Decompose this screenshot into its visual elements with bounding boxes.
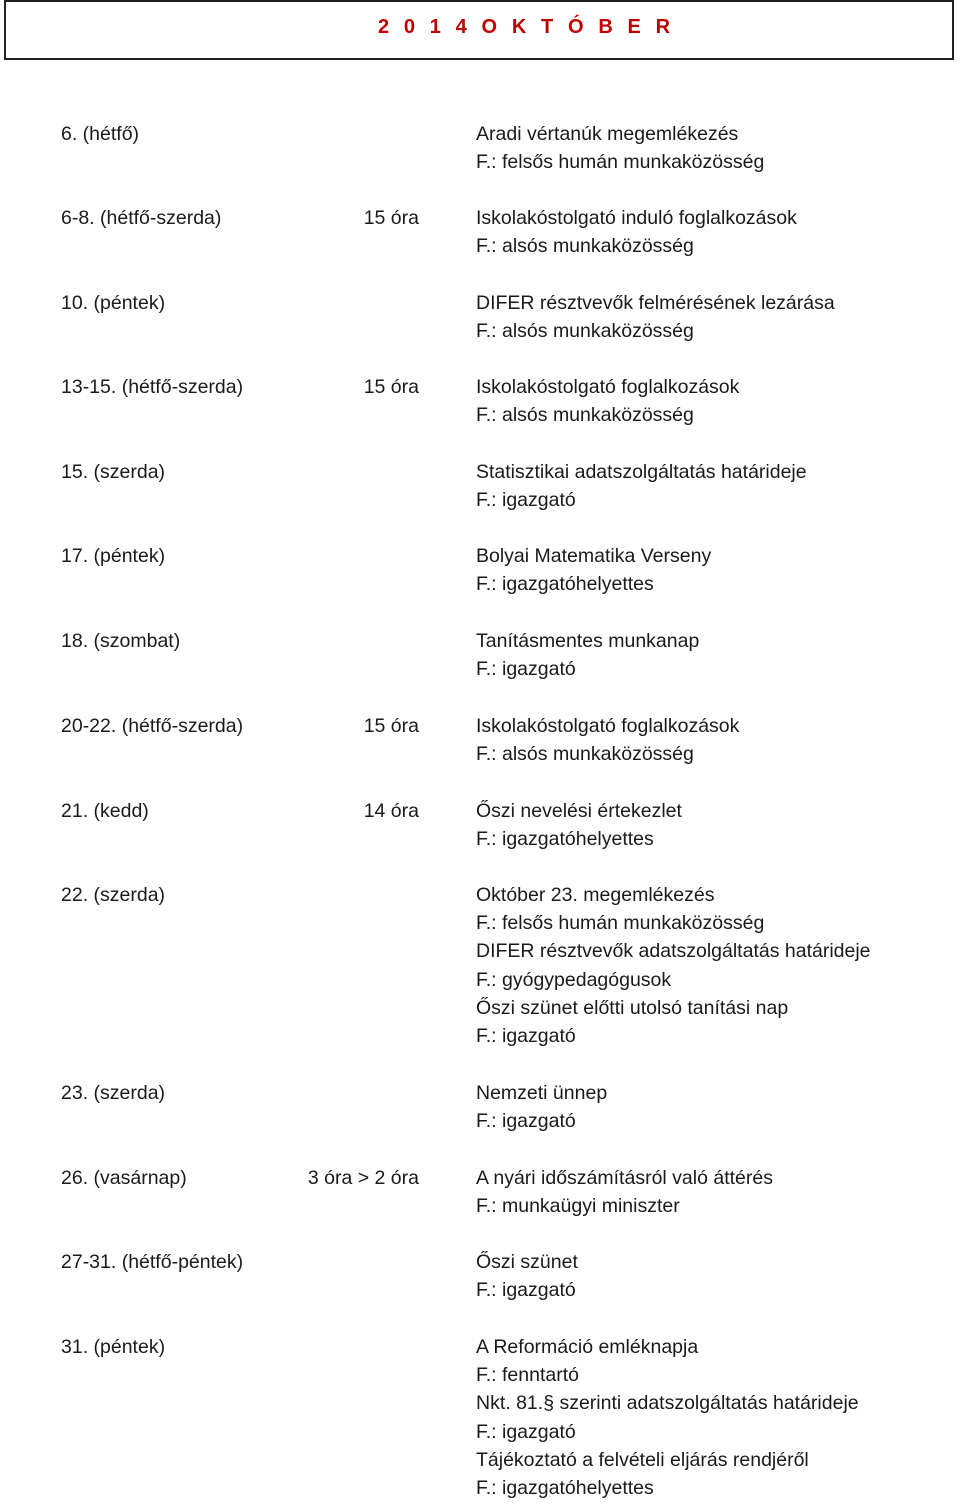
event-details xyxy=(476,797,682,853)
event-responsible: F.: felsős humán munkaközösség xyxy=(476,151,765,174)
event-date: 23. (szerda) xyxy=(61,1082,166,1104)
event-date: 21. (kedd) xyxy=(61,800,149,822)
event-description: A nyári időszámításról való áttérés xyxy=(476,1167,773,1189)
event-time: 3 óra > 2 óra xyxy=(307,1167,419,1189)
event-details xyxy=(476,1164,773,1220)
event-details xyxy=(476,289,835,345)
event-details xyxy=(476,1248,578,1304)
event-details xyxy=(476,712,739,768)
event-description: Tájékoztató a felvételi eljárás rendjéről xyxy=(476,1448,809,1471)
event-date: 6-8. (hétfő-szerda) xyxy=(61,207,222,229)
event-details xyxy=(476,627,699,683)
event-responsible: F.: igazgatóhelyettes xyxy=(476,1477,654,1500)
event-details xyxy=(476,458,807,514)
event-time: 15 óra xyxy=(363,715,419,737)
event-responsible: F.: alsós munkaközösség xyxy=(476,320,694,343)
event-description: Bolyai Matematika Verseny xyxy=(476,545,712,567)
event-responsible: F.: igazgató xyxy=(476,1025,576,1048)
event-time: 14 óra xyxy=(363,800,419,822)
event-responsible: F.: igazgató xyxy=(476,1420,576,1443)
event-description: A Reformáció emléknapja xyxy=(476,1336,699,1358)
event-details xyxy=(476,204,797,260)
event-details xyxy=(476,881,871,1050)
event-date: 17. (péntek) xyxy=(61,545,166,567)
event-date: 31. (péntek) xyxy=(61,1336,166,1358)
event-responsible: F.: igazgató xyxy=(476,1279,576,1302)
event-time: 15 óra xyxy=(363,376,419,398)
event-description: Őszi szünet xyxy=(476,1251,578,1273)
event-details xyxy=(476,1079,607,1135)
event-date: 22. (szerda) xyxy=(61,884,166,906)
event-description: DIFER résztvevők adatszolgáltatás határideje xyxy=(476,940,871,963)
event-details xyxy=(476,373,739,429)
event-description: Iskolakóstolgató induló foglalkozások xyxy=(476,207,797,229)
event-description: Nemzeti ünnep xyxy=(476,1082,608,1104)
event-responsible: F.: igazgató xyxy=(476,1110,576,1133)
event-responsible: F.: alsós munkaközösség xyxy=(476,743,694,766)
event-details xyxy=(476,120,764,176)
page-title: 2 0 1 4 O K T Ó B E R xyxy=(378,16,675,38)
event-responsible: F.: igazgató xyxy=(476,658,576,681)
event-description: Nkt. 81.§ szerinti adatszolgáltatás határideje xyxy=(476,1392,859,1415)
event-details xyxy=(476,542,711,598)
event-description: Őszi szünet előtti utolsó tanítási nap xyxy=(476,996,789,1019)
header-box xyxy=(4,0,954,60)
event-date: 13-15. (hétfő-szerda) xyxy=(61,376,244,398)
event-date: 27-31. (hétfő-péntek) xyxy=(61,1251,244,1273)
event-responsible: F.: igazgatóhelyettes xyxy=(476,573,654,596)
event-description: Aradi vértanúk megemlékezés xyxy=(476,123,739,145)
event-responsible: F.: alsós munkaközösség xyxy=(476,235,694,258)
event-time: 15 óra xyxy=(363,207,419,229)
event-date: 18. (szombat) xyxy=(61,630,181,652)
event-responsible: F.: alsós munkaközösség xyxy=(476,404,694,427)
event-responsible: F.: igazgató xyxy=(476,489,576,512)
event-date: 6. (hétfő) xyxy=(61,123,140,145)
event-description: Iskolakóstolgató foglalkozások xyxy=(476,715,740,737)
event-responsible: F.: munkaügyi miniszter xyxy=(476,1195,680,1218)
event-date: 26. (vasárnap) xyxy=(61,1167,187,1189)
event-description: DIFER résztvevők felmérésének lezárása xyxy=(476,292,835,314)
event-description: Őszi nevelési értekezlet xyxy=(476,800,682,822)
event-description: Iskolakóstolgató foglalkozások xyxy=(476,376,740,398)
event-description: Október 23. megemlékezés xyxy=(476,884,715,906)
event-date: 15. (szerda) xyxy=(61,461,166,483)
event-description: Tanításmentes munkanap xyxy=(476,630,700,652)
event-description: Statisztikai adatszolgáltatás határideje xyxy=(476,461,807,483)
event-responsible: F.: gyógypedagógusok xyxy=(476,968,672,991)
event-responsible: F.: fenntartó xyxy=(476,1364,579,1387)
event-details xyxy=(476,1333,859,1502)
event-date: 20-22. (hétfő-szerda) xyxy=(61,715,244,737)
event-date: 10. (péntek) xyxy=(61,292,166,314)
event-responsible: F.: felsős humán munkaközösség xyxy=(476,912,765,935)
event-responsible: F.: igazgatóhelyettes xyxy=(476,828,654,851)
